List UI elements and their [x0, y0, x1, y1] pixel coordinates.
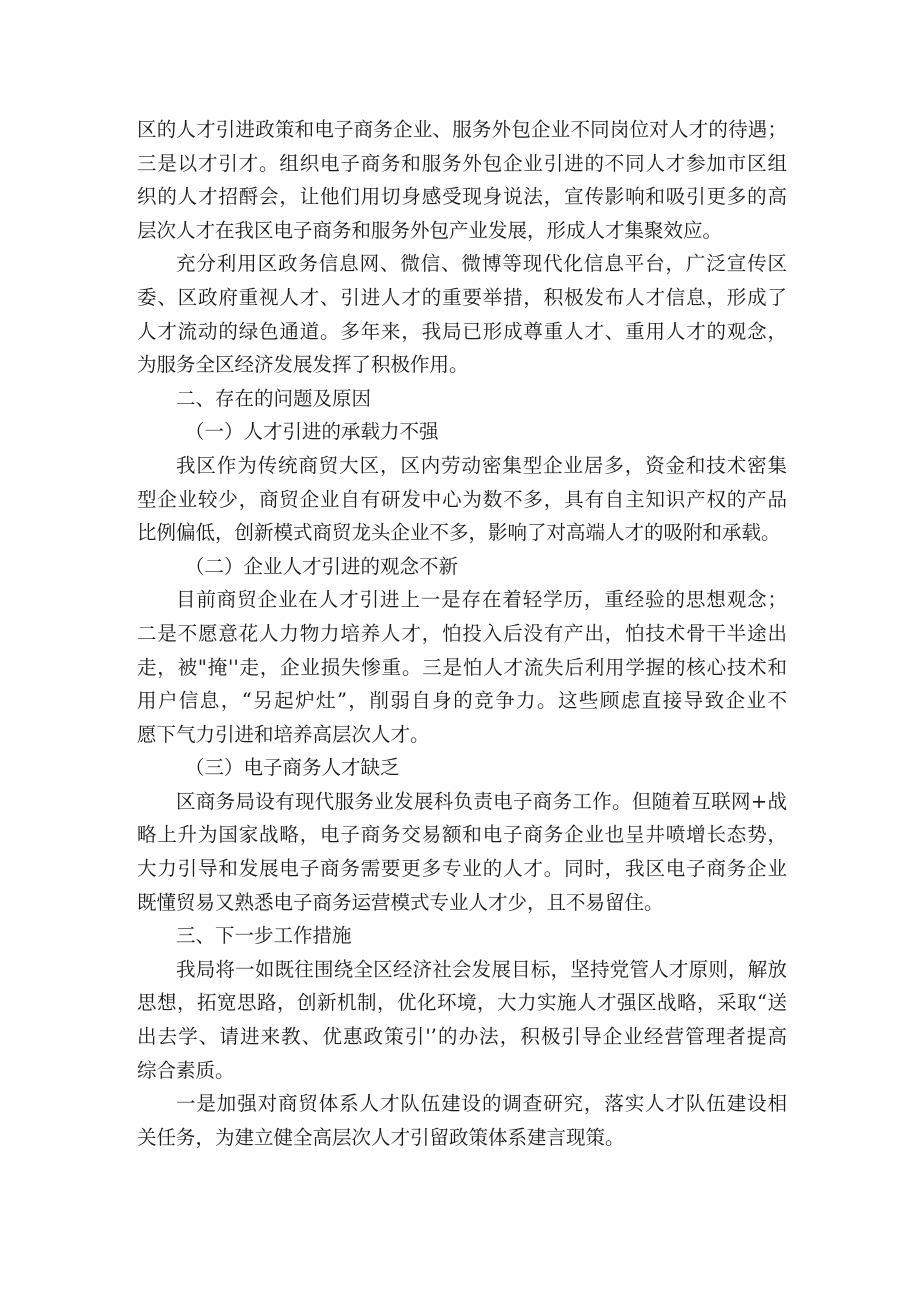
text-line: 区商务局设有现代服务业发展科负责电子商务工作。但随着互联网+战	[176, 789, 787, 813]
subsection-heading	[137, 550, 787, 584]
text-line: 充分利用区政务信息网、微信、微博等现代化信息平台，广泛宣传区	[176, 252, 787, 276]
text-line: 三、下一步工作措施	[176, 924, 352, 948]
paragraph	[137, 113, 787, 247]
subsection-heading	[137, 751, 787, 785]
text-line: 区的人才引进政策和电子商务企业、服务外包企业不同岗位对人才的待遇；	[137, 118, 787, 141]
text-line: 型企业较少，商贸企业自有研发中心为数不多，具有自主知识产权的产品	[137, 487, 787, 511]
text-line: 委、区政府重视人才、引进人才的重要举措，积极发布人才信息，形成了	[137, 285, 787, 309]
text-line: 用户信息，“另起炉灶”，削弱自身的竞争力。这些顾虑直接导致企业不	[137, 689, 787, 713]
text-line: 思想，拓宽思路，创新机制，优化环境，大力实施人才强区战略，采取“送	[137, 991, 787, 1015]
text-line: 我局将一如既往围绕全区经济社会发展目标，坚持党管人才原则，解放	[176, 957, 787, 981]
paragraph	[137, 785, 787, 919]
text-line: 为服务全区经济发展发挥了积极作用。	[137, 353, 469, 377]
paragraph	[137, 953, 787, 1087]
text-line: 我区作为传统商贸大区，区内劳动密集型企业居多，资金和技术密集	[176, 453, 787, 477]
text-line: 织的人才招酹会，让他们用切身感受现身说法，宣传影响和吸引更多的高	[137, 185, 787, 209]
text-line: 三是以才引才。组织电子商务和服务外包企业引进的不同人才参加市区组	[137, 151, 787, 175]
text-line: 综合素质。	[137, 1058, 235, 1082]
document-page	[137, 113, 787, 1154]
text-line: （一）人才引进的承载力不强	[185, 420, 439, 444]
text-line: 层次人才在我区电子商务和服务外包产业发展，形成人才集聚效应。	[137, 218, 723, 242]
text-line: 出去学、请进来教、优惠政策引'’的办法，积极引导企业经营管理者提高	[137, 1025, 787, 1049]
section-heading	[137, 382, 787, 416]
text-line: 一是加强对商贸体系人才队伍建设的调查研究，落实人才队伍建设相	[176, 1092, 787, 1116]
subsection-heading	[137, 415, 787, 449]
paragraph	[137, 449, 787, 550]
section-heading	[137, 919, 787, 953]
text-line: 二是不愿意花人力物力培养人才，怕投入后没有产出，怕技术骨干半途出	[137, 621, 787, 645]
text-line: 略上升为国家战略，电子商务交易额和电子商务企业也呈井喷增长态势，	[137, 823, 787, 847]
text-line: 走，被"掩''走，企业损失惨重。三是怕人才流失后利用学握的核心技术和	[137, 655, 787, 679]
text-line: 愿下气力引进和培养高层次人才。	[137, 722, 430, 746]
text-line: （三）电子商务人才缺乏	[185, 756, 400, 780]
paragraph	[137, 247, 787, 381]
paragraph	[137, 1087, 787, 1154]
text-line: 比例偏低，创新模式商贸龙头企业不多，影响了对高端人才的吸附和承载。	[137, 521, 781, 545]
text-line: 二、存在的问题及原因	[176, 386, 372, 410]
text-line: 大力引导和发展电子商务需要更多专业的人才。同时，我区电子商务企业	[137, 857, 787, 881]
text-line: 既懂贸易又熟悉电子商务运营模式专业人才少，且不易留住。	[137, 890, 664, 914]
text-line: （二）企业人才引进的观念不新	[185, 554, 459, 578]
text-line: 关任务，为建立健全高层次人才引留政策体系建言现策。	[137, 1125, 625, 1149]
paragraph	[137, 583, 787, 751]
text-line: 目前商贸企业在人才引进上一是存在着轻学历，重经验的思想观念；	[176, 588, 787, 612]
text-line: 人才流动的绿色通道。多年来，我局已形成尊重人才、重用人才的观念，	[137, 319, 787, 343]
